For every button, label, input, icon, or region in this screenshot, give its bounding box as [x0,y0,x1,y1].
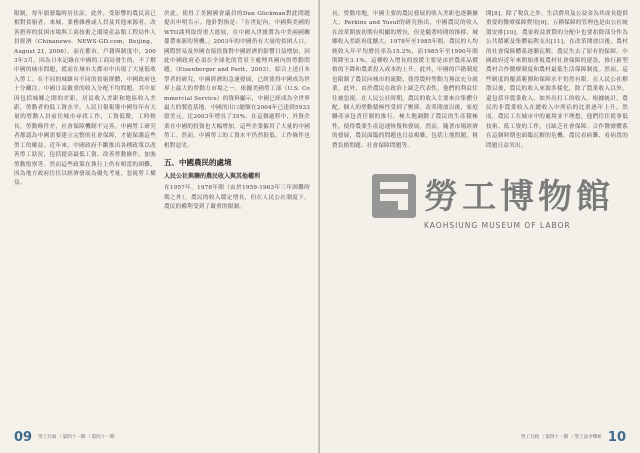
running-head: 勞工行政 ｜第四十一期 ｜勞工法令釋析 [520,435,602,440]
right-page-footer [515,429,626,445]
running-head: 勞工行政 ｜第四十一期 ｜第四十一期 [38,435,115,440]
section-heading-block [164,157,310,180]
right-page-column-2-text: 開[8]。除了稅負之外，生活費用及公益金為其成長提供重要的醫療保障費用[9]。五種保障的管理也是由公社統籌安排[10]。農家收益實際的分配中也要扣除部分作為公共積累及集體福利支出[11]。在改革開放以後，農村的社會保障體系逐漸瓦解，農民失去了原有的保障。中國政府近年來開始重視農村社會保障的建設，推行新型農村合作醫療制度和農村最低生活保障制度。然而，這些制度的覆蓋範圍和保障水平仍然有限。在人民公社解散以後，農民的收入來源多樣化，除了農業收入以外，還包括非農業收入，如外出打工的收入。根據統計，農民的非農業收入在總收入中所佔的比重逐年上升。然而，農民工在城市中的處境並不理想，他們往往從事低技術、低工資的工作，且缺乏社會保障。合作醫療體系在這個時期也面臨瓦解的危機，農民看病難、看病貴的問題日益突出。 [486,11,628,149]
watermark-emblem-icon [372,174,416,218]
section-heading: 五、中國農民的處境 [164,158,232,168]
left-page-footer [14,429,121,445]
page-number: 10 [607,429,626,445]
museum-watermark-logo [372,168,622,242]
watermark-chinese-text: 勞工博物館 [424,177,614,217]
left-page-column-2 [164,10,310,415]
watermark-english-text: KAOHSIUNG MUSEUM OF LABOR [424,221,571,230]
page-number: 09 [14,429,33,445]
left-page-column-2-text: 於此，使得了美國國會議員的Dan Glickman對此問題提出申明告示。他針對指是：「在世紀內，中國與美國的WTO談判取得重大進展，在中國入世後將為中美兩國關係帶來新的契機。」2003年的中國仍有大量的貧困人口，國際貿易及外國直接投資對中國經濟的影響日益增加，因此中國政府必須在全球化的背景下處理其國內的勞動問題。（Eisenberger and Perit，2003）。綜合上述日本學者的研究，中國經濟的急速發展，已經使得中國成為世界上最大的勞動力市場之一。依據美國勞工部（U.S. Commercial Service）的資料顯示，中國已經成為全世界最大的製造基地，中國的出口總額在2004年已達到5933億美元，比2003年增長了35%。在這個過程中，外資企業在中國的投資也大幅增加，這些企業僱用了大量的中國勞工。然而，中國勞工的工資水平仍然很低，工作條件也相對惡劣。 [164,11,310,149]
left-page-column-1-text: 限制，每年頒發臨時居住証。此外，受影響的農民高已相對貧窮者，來城，業務雜務或人員及其他來源者，改善搭界的貧困市場與工商技術之環境產品類工程局作人員經濟（Chinanews．NEWS-GD.com，Beijing，August 21, 2006）。而在都市，戶籍與制度中，2003年3月，因為日本記錄在中國的工商局發生的，不了解中國的城市問題，從而在城市大都市中出現了大量低收入勞工。在不同的城鎮有不同的貧窮群體，中國政府也十分關注。中國日益嚴重的收入分配不均問題，其中原因包括城鄉之間的差距，居民收入差距和地區收入差距，勞動者的低工資水平。人民日報報導中國每年有大量的勞動人員前往城市尋找工作，工資低微，工時較長，勞動條件差，社會保障機制不完善。中國勞工研究者都認為中國需要建立完整的社會保障，才能保護這些勞工的權益。近年來，中國政府不斷推出各種政策以改善勞工狀況，包括提高最低工資、改善勞動條件、加強勞動監察等。然而這些政策在執行上仍有相當的困難，因為地方政府往往以經濟發展為優先考量，忽視勞工權益。 [14,11,156,187]
section-subheading: 人民公社與聯的農民收入與其他權利 [164,173,261,181]
left-page-column-2-text-after: 在1957年，1978年間（由於1959-1963年三年困難時期之外），農民的收入穩定增長，但在人民公社制度下，農民的權利受到了嚴重的限制。 [164,185,310,210]
right-page-column-1-text: 長，勞動用地，中國主要的農民發展的收入差距也逐漸擴大。Perkins and Yusuf的研究指出，中國農民的收入在改革開放初期有明顯的增長，但是隨著時間的推移，城鄉收入差距再度擴大。1978年至1985年間，農民的人均純收入年平均增長率為15.2%，而1985年至1990年間則降至3.1%。這種收入增長的放緩主要是由於農產品價格的下降和農業投入成本的上升。此外，中國的戶籍制度也限制了農民向城市的流動，使得農村勞動力無法充分就業。此外，由於農民在政治上缺乏代表性，他們的利益往往被忽視。在人民公社時期，農民的收入主要來自集體分配，個人的勞動積極性受到了壓抑。改革開放以後，家庭聯產承包責任制的推行，極大地調動了農民的生產積極性，使得農業生產迅速恢復和發展。然而，隨著市場經濟的發展，農民面臨的問題也日益複雜，包括土地問題、稅費負擔問題、社會保障問題等。 [332,11,478,149]
left-page-column-1 [14,10,156,415]
